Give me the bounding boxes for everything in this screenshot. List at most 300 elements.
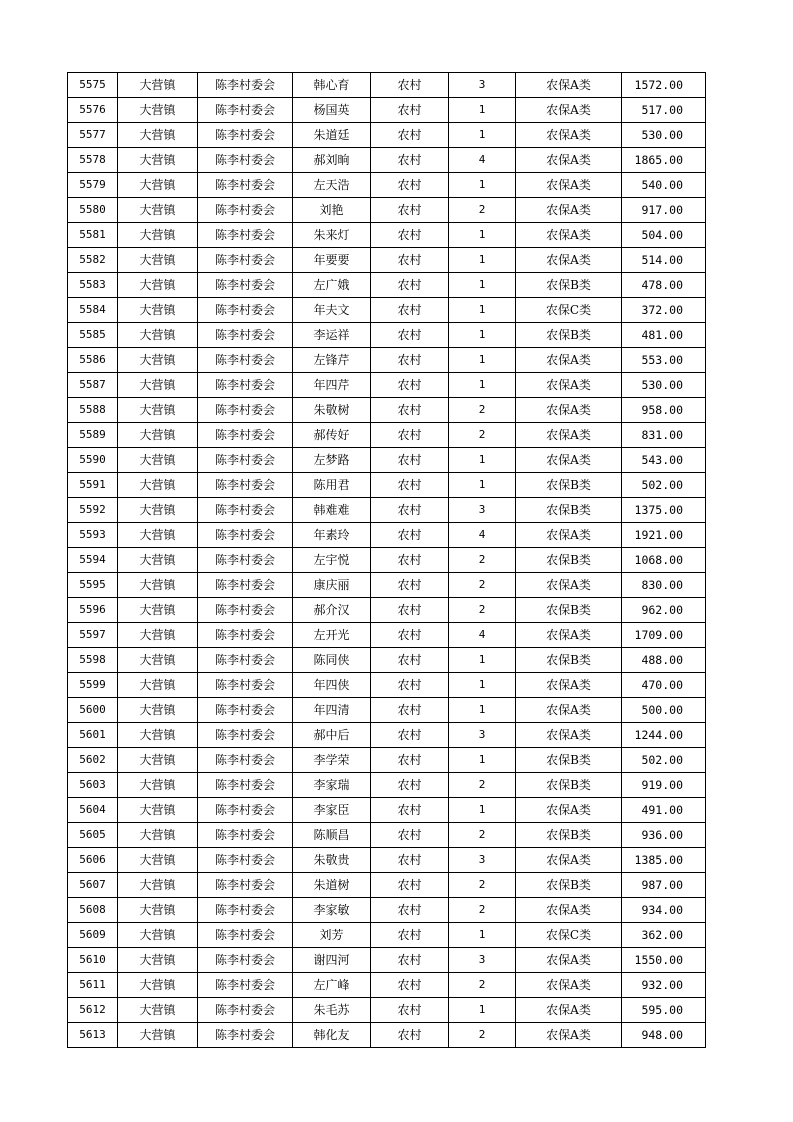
cell-person-name: 韩化友	[293, 1023, 371, 1048]
cell-area-type: 农村	[371, 948, 449, 973]
cell-row-number: 5605	[68, 823, 118, 848]
cell-insurance-category: 农保A类	[516, 723, 622, 748]
cell-household-count: 1	[449, 748, 516, 773]
cell-amount: 831.00	[622, 423, 706, 448]
cell-amount: 1068.00	[622, 548, 706, 573]
cell-household-count: 1	[449, 98, 516, 123]
cell-insurance-category: 农保B类	[516, 273, 622, 298]
table-row	[68, 648, 706, 673]
cell-row-number: 5591	[68, 473, 118, 498]
cell-household-count: 2	[449, 398, 516, 423]
cell-insurance-category: 农保B类	[516, 598, 622, 623]
cell-insurance-category: 农保A类	[516, 73, 622, 98]
cell-household-count: 2	[449, 423, 516, 448]
table-row	[68, 73, 706, 98]
cell-insurance-category: 农保B类	[516, 473, 622, 498]
cell-amount: 830.00	[622, 573, 706, 598]
table-row	[68, 998, 706, 1023]
cell-person-name: 左锋芹	[293, 348, 371, 373]
cell-area-type: 农村	[371, 348, 449, 373]
table-row	[68, 273, 706, 298]
cell-amount: 962.00	[622, 598, 706, 623]
cell-village-committee: 陈李村委会	[198, 1023, 293, 1048]
cell-household-count: 2	[449, 973, 516, 998]
cell-village-committee: 陈李村委会	[198, 223, 293, 248]
table-row	[68, 123, 706, 148]
cell-household-count: 1	[449, 998, 516, 1023]
cell-insurance-category: 农保B类	[516, 748, 622, 773]
cell-town: 大营镇	[118, 598, 198, 623]
cell-row-number: 5578	[68, 148, 118, 173]
cell-person-name: 韩心育	[293, 73, 371, 98]
cell-town: 大营镇	[118, 698, 198, 723]
table-row	[68, 473, 706, 498]
cell-person-name: 杨国英	[293, 98, 371, 123]
cell-person-name: 郝中后	[293, 723, 371, 748]
cell-household-count: 1	[449, 323, 516, 348]
cell-town: 大营镇	[118, 298, 198, 323]
table-row	[68, 1023, 706, 1048]
cell-area-type: 农村	[371, 273, 449, 298]
cell-town: 大营镇	[118, 1023, 198, 1048]
cell-person-name: 康庆丽	[293, 573, 371, 598]
cell-area-type: 农村	[371, 473, 449, 498]
cell-town: 大营镇	[118, 523, 198, 548]
cell-person-name: 朱道廷	[293, 123, 371, 148]
cell-amount: 514.00	[622, 248, 706, 273]
cell-row-number: 5606	[68, 848, 118, 873]
cell-row-number: 5610	[68, 948, 118, 973]
cell-town: 大营镇	[118, 773, 198, 798]
cell-village-committee: 陈李村委会	[198, 123, 293, 148]
cell-insurance-category: 农保A类	[516, 523, 622, 548]
cell-village-committee: 陈李村委会	[198, 648, 293, 673]
cell-row-number: 5585	[68, 323, 118, 348]
table-row	[68, 873, 706, 898]
cell-insurance-category: 农保A类	[516, 673, 622, 698]
cell-person-name: 郝传好	[293, 423, 371, 448]
cell-person-name: 左梦路	[293, 448, 371, 473]
cell-row-number: 5576	[68, 98, 118, 123]
cell-row-number: 5611	[68, 973, 118, 998]
cell-area-type: 农村	[371, 198, 449, 223]
cell-town: 大营镇	[118, 573, 198, 598]
cell-row-number: 5590	[68, 448, 118, 473]
cell-household-count: 3	[449, 498, 516, 523]
cell-row-number: 5575	[68, 73, 118, 98]
cell-household-count: 1	[449, 673, 516, 698]
cell-town: 大营镇	[118, 423, 198, 448]
cell-town: 大营镇	[118, 98, 198, 123]
cell-insurance-category: 农保B类	[516, 323, 622, 348]
cell-town: 大营镇	[118, 748, 198, 773]
cell-insurance-category: 农保A类	[516, 798, 622, 823]
table-row	[68, 898, 706, 923]
cell-row-number: 5607	[68, 873, 118, 898]
cell-town: 大营镇	[118, 473, 198, 498]
cell-person-name: 谢四河	[293, 948, 371, 973]
cell-person-name: 年素玲	[293, 523, 371, 548]
cell-household-count: 1	[449, 923, 516, 948]
cell-row-number: 5596	[68, 598, 118, 623]
cell-town: 大营镇	[118, 123, 198, 148]
cell-person-name: 李家臣	[293, 798, 371, 823]
cell-person-name: 韩难难	[293, 498, 371, 523]
table-row	[68, 98, 706, 123]
cell-household-count: 1	[449, 448, 516, 473]
cell-area-type: 农村	[371, 523, 449, 548]
cell-row-number: 5609	[68, 923, 118, 948]
table-row	[68, 223, 706, 248]
cell-row-number: 5612	[68, 998, 118, 1023]
cell-household-count: 4	[449, 148, 516, 173]
cell-town: 大营镇	[118, 498, 198, 523]
cell-village-committee: 陈李村委会	[198, 98, 293, 123]
cell-area-type: 农村	[371, 248, 449, 273]
cell-person-name: 年夫文	[293, 298, 371, 323]
cell-insurance-category: 农保A类	[516, 998, 622, 1023]
cell-area-type: 农村	[371, 823, 449, 848]
cell-household-count: 2	[449, 1023, 516, 1048]
cell-insurance-category: 农保B类	[516, 648, 622, 673]
table-row	[68, 923, 706, 948]
cell-village-committee: 陈李村委会	[198, 498, 293, 523]
cell-person-name: 李家敏	[293, 898, 371, 923]
cell-town: 大营镇	[118, 273, 198, 298]
table-row	[68, 623, 706, 648]
cell-insurance-category: 农保A类	[516, 198, 622, 223]
cell-area-type: 农村	[371, 548, 449, 573]
table-row	[68, 748, 706, 773]
cell-area-type: 农村	[371, 848, 449, 873]
cell-area-type: 农村	[371, 573, 449, 598]
cell-amount: 530.00	[622, 123, 706, 148]
cell-person-name: 郝刘晌	[293, 148, 371, 173]
cell-household-count: 2	[449, 548, 516, 573]
cell-amount: 470.00	[622, 673, 706, 698]
cell-row-number: 5599	[68, 673, 118, 698]
cell-village-committee: 陈李村委会	[198, 673, 293, 698]
cell-village-committee: 陈李村委会	[198, 323, 293, 348]
cell-household-count: 1	[449, 173, 516, 198]
cell-amount: 1921.00	[622, 523, 706, 548]
table-row	[68, 598, 706, 623]
cell-area-type: 农村	[371, 873, 449, 898]
cell-amount: 502.00	[622, 473, 706, 498]
cell-person-name: 李学荣	[293, 748, 371, 773]
cell-household-count: 3	[449, 73, 516, 98]
cell-insurance-category: 农保A类	[516, 698, 622, 723]
cell-village-committee: 陈李村委会	[198, 298, 293, 323]
table-row	[68, 148, 706, 173]
cell-village-committee: 陈李村委会	[198, 448, 293, 473]
cell-row-number: 5604	[68, 798, 118, 823]
cell-person-name: 李家瑞	[293, 773, 371, 798]
cell-area-type: 农村	[371, 973, 449, 998]
cell-row-number: 5608	[68, 898, 118, 923]
cell-household-count: 1	[449, 123, 516, 148]
cell-amount: 1375.00	[622, 498, 706, 523]
cell-insurance-category: 农保A类	[516, 623, 622, 648]
cell-village-committee: 陈李村委会	[198, 573, 293, 598]
cell-town: 大营镇	[118, 948, 198, 973]
cell-household-count: 1	[449, 473, 516, 498]
cell-town: 大营镇	[118, 873, 198, 898]
cell-amount: 1244.00	[622, 723, 706, 748]
cell-person-name: 朱毛苏	[293, 998, 371, 1023]
cell-amount: 932.00	[622, 973, 706, 998]
cell-household-count: 1	[449, 648, 516, 673]
cell-row-number: 5587	[68, 373, 118, 398]
cell-village-committee: 陈李村委会	[198, 523, 293, 548]
cell-town: 大营镇	[118, 898, 198, 923]
cell-row-number: 5597	[68, 623, 118, 648]
cell-person-name: 刘芳	[293, 923, 371, 948]
table-row	[68, 373, 706, 398]
cell-amount: 502.00	[622, 748, 706, 773]
cell-village-committee: 陈李村委会	[198, 848, 293, 873]
cell-amount: 934.00	[622, 898, 706, 923]
cell-row-number: 5601	[68, 723, 118, 748]
cell-household-count: 2	[449, 823, 516, 848]
cell-household-count: 1	[449, 348, 516, 373]
cell-amount: 1385.00	[622, 848, 706, 873]
cell-area-type: 农村	[371, 673, 449, 698]
cell-insurance-category: 农保A类	[516, 98, 622, 123]
cell-area-type: 农村	[371, 798, 449, 823]
cell-household-count: 1	[449, 298, 516, 323]
cell-household-count: 4	[449, 623, 516, 648]
table-row	[68, 348, 706, 373]
cell-insurance-category: 农保C类	[516, 923, 622, 948]
cell-area-type: 农村	[371, 373, 449, 398]
cell-amount: 595.00	[622, 998, 706, 1023]
cell-insurance-category: 农保A类	[516, 973, 622, 998]
cell-village-committee: 陈李村委会	[198, 473, 293, 498]
cell-town: 大营镇	[118, 248, 198, 273]
cell-row-number: 5594	[68, 548, 118, 573]
cell-village-committee: 陈李村委会	[198, 173, 293, 198]
cell-amount: 372.00	[622, 298, 706, 323]
cell-person-name: 朱道树	[293, 873, 371, 898]
table-row	[68, 173, 706, 198]
cell-row-number: 5598	[68, 648, 118, 673]
cell-household-count: 1	[449, 698, 516, 723]
cell-area-type: 农村	[371, 223, 449, 248]
cell-amount: 917.00	[622, 198, 706, 223]
cell-insurance-category: 农保A类	[516, 898, 622, 923]
cell-area-type: 农村	[371, 748, 449, 773]
table-row	[68, 973, 706, 998]
cell-area-type: 农村	[371, 73, 449, 98]
cell-row-number: 5579	[68, 173, 118, 198]
table-row	[68, 423, 706, 448]
cell-village-committee: 陈李村委会	[198, 923, 293, 948]
cell-row-number: 5603	[68, 773, 118, 798]
cell-town: 大营镇	[118, 648, 198, 673]
cell-town: 大营镇	[118, 198, 198, 223]
cell-insurance-category: 农保A类	[516, 123, 622, 148]
cell-village-committee: 陈李村委会	[198, 273, 293, 298]
cell-amount: 491.00	[622, 798, 706, 823]
cell-insurance-category: 农保A类	[516, 398, 622, 423]
cell-insurance-category: 农保A类	[516, 948, 622, 973]
cell-household-count: 1	[449, 248, 516, 273]
table-row	[68, 248, 706, 273]
cell-town: 大营镇	[118, 548, 198, 573]
cell-household-count: 2	[449, 198, 516, 223]
table-row	[68, 948, 706, 973]
cell-row-number: 5589	[68, 423, 118, 448]
cell-village-committee: 陈李村委会	[198, 373, 293, 398]
cell-person-name: 年四芹	[293, 373, 371, 398]
cell-town: 大营镇	[118, 373, 198, 398]
cell-person-name: 刘艳	[293, 198, 371, 223]
cell-town: 大营镇	[118, 73, 198, 98]
cell-town: 大营镇	[118, 823, 198, 848]
cell-insurance-category: 农保A类	[516, 448, 622, 473]
table-row	[68, 398, 706, 423]
table-row	[68, 773, 706, 798]
cell-town: 大营镇	[118, 223, 198, 248]
cell-person-name: 朱敬树	[293, 398, 371, 423]
cell-insurance-category: 农保B类	[516, 823, 622, 848]
cell-person-name: 年四侠	[293, 673, 371, 698]
cell-town: 大营镇	[118, 998, 198, 1023]
cell-household-count: 2	[449, 898, 516, 923]
cell-row-number: 5577	[68, 123, 118, 148]
data-table	[67, 72, 706, 1048]
cell-row-number: 5595	[68, 573, 118, 598]
cell-village-committee: 陈李村委会	[198, 723, 293, 748]
cell-village-committee: 陈李村委会	[198, 773, 293, 798]
cell-household-count: 1	[449, 223, 516, 248]
cell-amount: 1709.00	[622, 623, 706, 648]
cell-amount: 958.00	[622, 398, 706, 423]
cell-town: 大营镇	[118, 973, 198, 998]
cell-town: 大营镇	[118, 923, 198, 948]
cell-insurance-category: 农保A类	[516, 573, 622, 598]
cell-household-count: 2	[449, 573, 516, 598]
table-row	[68, 548, 706, 573]
cell-town: 大营镇	[118, 673, 198, 698]
cell-amount: 987.00	[622, 873, 706, 898]
cell-person-name: 左广娥	[293, 273, 371, 298]
cell-amount: 553.00	[622, 348, 706, 373]
cell-town: 大营镇	[118, 623, 198, 648]
cell-person-name: 左宇悦	[293, 548, 371, 573]
table-row	[68, 698, 706, 723]
cell-insurance-category: 农保C类	[516, 298, 622, 323]
cell-household-count: 2	[449, 598, 516, 623]
cell-village-committee: 陈李村委会	[198, 823, 293, 848]
table-row	[68, 448, 706, 473]
cell-insurance-category: 农保A类	[516, 248, 622, 273]
cell-insurance-category: 农保B类	[516, 548, 622, 573]
cell-amount: 517.00	[622, 98, 706, 123]
cell-row-number: 5593	[68, 523, 118, 548]
cell-insurance-category: 农保A类	[516, 348, 622, 373]
cell-area-type: 农村	[371, 323, 449, 348]
cell-insurance-category: 农保A类	[516, 1023, 622, 1048]
cell-insurance-category: 农保B类	[516, 873, 622, 898]
table-row	[68, 573, 706, 598]
cell-amount: 1865.00	[622, 148, 706, 173]
cell-row-number: 5583	[68, 273, 118, 298]
cell-household-count: 2	[449, 773, 516, 798]
cell-area-type: 农村	[371, 898, 449, 923]
cell-village-committee: 陈李村委会	[198, 898, 293, 923]
cell-town: 大营镇	[118, 448, 198, 473]
cell-area-type: 农村	[371, 623, 449, 648]
cell-amount: 530.00	[622, 373, 706, 398]
cell-amount: 540.00	[622, 173, 706, 198]
cell-area-type: 农村	[371, 98, 449, 123]
table-row	[68, 298, 706, 323]
cell-person-name: 郝介汉	[293, 598, 371, 623]
table-row	[68, 823, 706, 848]
cell-village-committee: 陈李村委会	[198, 423, 293, 448]
cell-row-number: 5613	[68, 1023, 118, 1048]
cell-insurance-category: 农保B类	[516, 498, 622, 523]
table-row	[68, 798, 706, 823]
cell-person-name: 年四清	[293, 698, 371, 723]
cell-village-committee: 陈李村委会	[198, 798, 293, 823]
cell-town: 大营镇	[118, 723, 198, 748]
table-row	[68, 848, 706, 873]
cell-town: 大营镇	[118, 148, 198, 173]
cell-town: 大营镇	[118, 398, 198, 423]
cell-area-type: 农村	[371, 298, 449, 323]
cell-amount: 488.00	[622, 648, 706, 673]
cell-insurance-category: 农保A类	[516, 173, 622, 198]
table-row	[68, 523, 706, 548]
cell-area-type: 农村	[371, 598, 449, 623]
cell-village-committee: 陈李村委会	[198, 248, 293, 273]
cell-village-committee: 陈李村委会	[198, 198, 293, 223]
cell-household-count: 3	[449, 723, 516, 748]
cell-town: 大营镇	[118, 348, 198, 373]
cell-village-committee: 陈李村委会	[198, 348, 293, 373]
cell-area-type: 农村	[371, 1023, 449, 1048]
cell-village-committee: 陈李村委会	[198, 998, 293, 1023]
cell-village-committee: 陈李村委会	[198, 873, 293, 898]
cell-amount: 500.00	[622, 698, 706, 723]
cell-person-name: 朱来灯	[293, 223, 371, 248]
cell-insurance-category: 农保A类	[516, 373, 622, 398]
table-row	[68, 323, 706, 348]
cell-amount: 481.00	[622, 323, 706, 348]
cell-row-number: 5580	[68, 198, 118, 223]
cell-insurance-category: 农保A类	[516, 148, 622, 173]
cell-area-type: 农村	[371, 773, 449, 798]
cell-area-type: 农村	[371, 498, 449, 523]
cell-person-name: 左广峰	[293, 973, 371, 998]
cell-village-committee: 陈李村委会	[198, 973, 293, 998]
cell-person-name: 陈用君	[293, 473, 371, 498]
cell-person-name: 陈同侠	[293, 648, 371, 673]
cell-person-name: 李运祥	[293, 323, 371, 348]
cell-amount: 543.00	[622, 448, 706, 473]
cell-insurance-category: 农保A类	[516, 223, 622, 248]
cell-village-committee: 陈李村委会	[198, 748, 293, 773]
cell-amount: 948.00	[622, 1023, 706, 1048]
cell-town: 大营镇	[118, 173, 198, 198]
cell-area-type: 农村	[371, 398, 449, 423]
cell-insurance-category: 农保A类	[516, 848, 622, 873]
cell-household-count: 3	[449, 848, 516, 873]
cell-row-number: 5584	[68, 298, 118, 323]
